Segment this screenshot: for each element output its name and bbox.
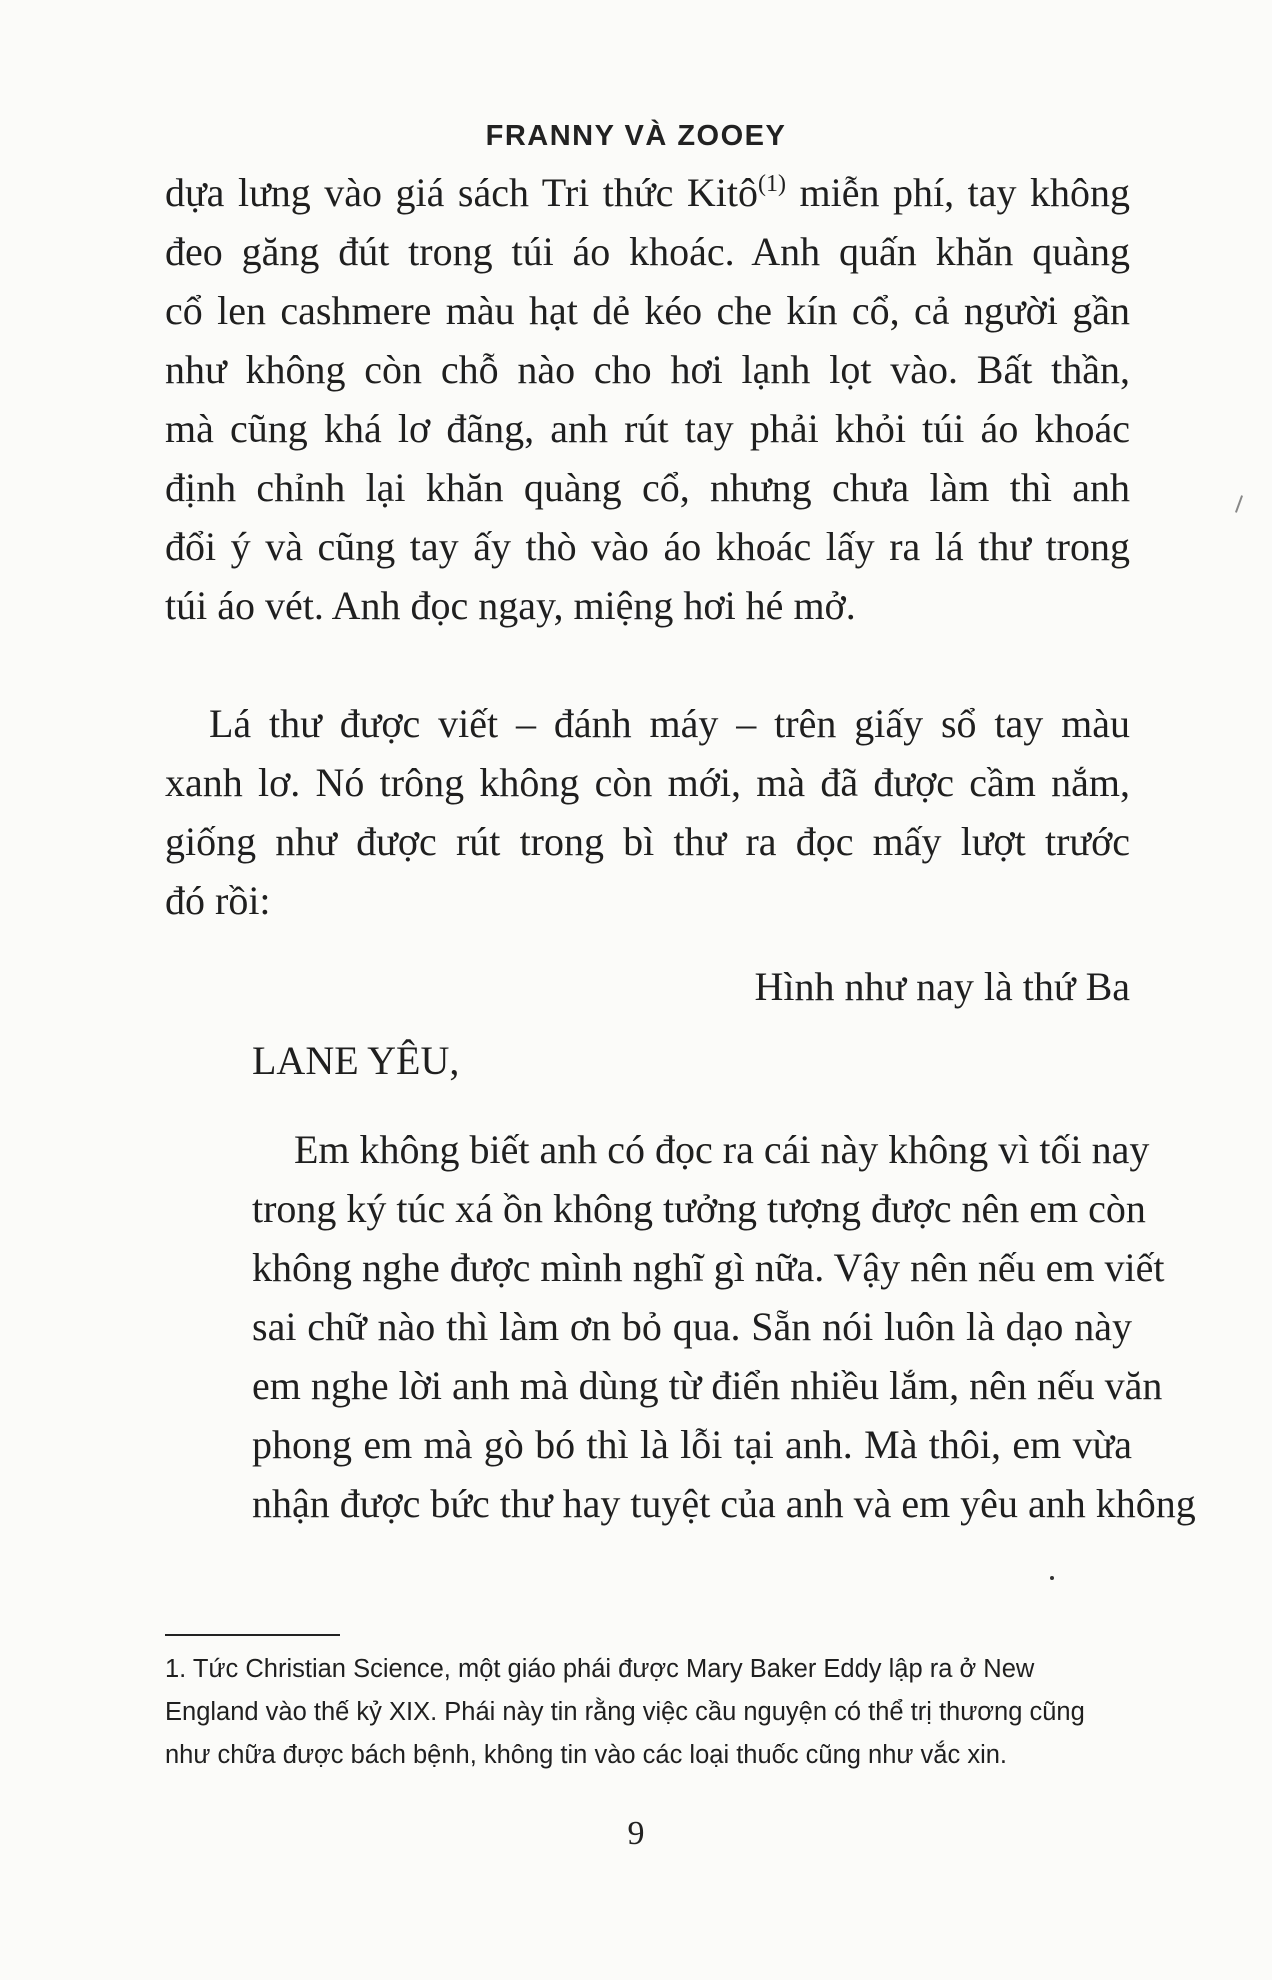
paragraph-1 — [165, 163, 1130, 635]
text-line: trong ký túc xá ồn không tưởng tượng được nên em còn — [252, 1186, 1146, 1231]
text-line: xanh lơ. Nó trông không còn mới, mà đã được cầm nắm, — [165, 760, 1130, 805]
text-line: Em không biết anh có đọc ra cái này không vì tối nay — [294, 1127, 1150, 1172]
text-line: định chỉnh lại khăn quàng cổ, nhưng chưa làm thì anh — [165, 465, 1130, 510]
ink-dot — [1050, 1576, 1054, 1580]
footnote-line: 1. Tức Christian Science, một giáo phái được Mary Baker Eddy lập ra ở New — [165, 1655, 1035, 1683]
text-line: như không còn chỗ nào cho hơi lạnh lọt vào. Bất thần, — [165, 347, 1130, 392]
footnote-line: như chữa được bách bệnh, không tin vào các loại thuốc cũng như vắc xin. — [165, 1741, 1008, 1769]
text-line: nhận được bức thư hay tuyệt của anh và em yêu anh không — [252, 1481, 1196, 1526]
letter-date: Hình như nay là thứ Ba — [754, 964, 1130, 1009]
footnote — [165, 1648, 1130, 1777]
running-header: FRANNY VÀ ZOOEY — [485, 120, 787, 152]
letter-header — [165, 957, 1130, 1090]
footnote-marker[interactable]: (1) — [757, 171, 786, 197]
text-line: đeo găng đút trong túi áo khoác. Anh quấn khăn quàng — [165, 229, 1130, 274]
text-line: dựa lưng vào giá sách Tri thức Kitô$^{(1)}$ miễn phí, tay không — [165, 170, 1130, 215]
text-line: sai chữ nào thì làm ơn bỏ qua. Sẵn nói luôn là dạo này — [252, 1304, 1132, 1349]
text-line: đổi ý và cũng tay ấy thò vào áo khoác lấy ra lá thư trong — [165, 524, 1130, 569]
footnote-line: England vào thế kỷ XIX. Phái này tin rằng việc cầu nguyện có thể trị thương cũng — [165, 1698, 1085, 1726]
text-line: không nghe được mình nghĩ gì nữa. Vậy nên nếu em viết — [252, 1245, 1165, 1290]
text-line: túi áo vét. Anh đọc ngay, miệng hơi hé mở. — [165, 583, 856, 628]
text-line: giống như được rút trong bì thư ra đọc mấy lượt trước — [165, 819, 1130, 864]
letter-salutation: LANE YÊU, — [252, 1038, 460, 1083]
text-line: đó rồi: — [165, 878, 271, 923]
page-number: 9 — [627, 1815, 645, 1852]
text-line: cổ len cashmere màu hạt dẻ kéo che kín cổ, cả người gần — [165, 288, 1130, 333]
footnote-divider — [165, 1634, 340, 1636]
text-line: Lá thư được viết – đánh máy – trên giấy sổ tay màu — [209, 701, 1130, 746]
text-line: mà cũng khá lơ đãng, anh rút tay phải khỏi túi áo khoác — [165, 406, 1130, 451]
text-line: em nghe lời anh mà dùng từ điển nhiều lắm, nên nếu văn — [252, 1363, 1163, 1408]
letter-body — [252, 1120, 1196, 1533]
text-line: phong em mà gò bó thì là lỗi tại anh. Mà thôi, em vừa — [252, 1422, 1132, 1467]
paragraph-2 — [165, 694, 1130, 930]
margin-mark — [1235, 495, 1243, 513]
